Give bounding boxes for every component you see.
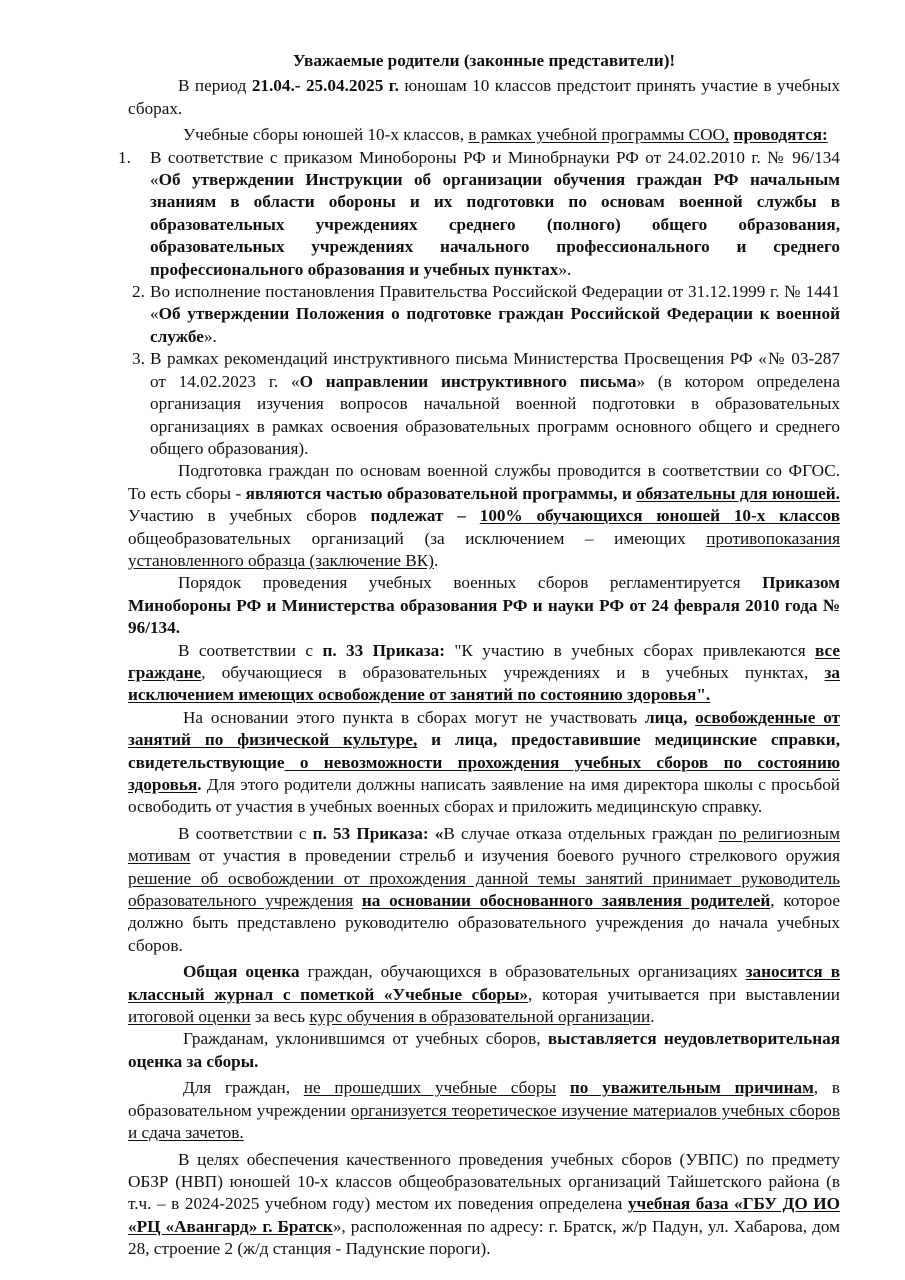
paragraph-location xyxy=(128,1149,840,1261)
text: Гражданам, уклонившимся от учебных сборов, xyxy=(183,1029,548,1049)
text: Во исполнение постановления Правительства Российской Федерации от 31.12.1999 г. № 1441 « xyxy=(150,282,840,324)
underlined-text: по уважительным причинам xyxy=(569,1078,814,1098)
text: граждан, обучающихся в образовательных организациях xyxy=(299,962,746,982)
text: » (в котором определена организация изучения вопросов начальной военной подготовки в образовательных организациях в рамках освоения образовательных программ основного общего и среднего общего образования). xyxy=(150,371,840,458)
underlined-text: освобожденные от занятий по физической культуре, xyxy=(128,707,841,750)
legal-basis-list xyxy=(118,147,840,461)
text: В соответствии с xyxy=(178,640,323,660)
bold-text: являются частью образовательной программы, и xyxy=(245,483,637,503)
underlined-text: не прошедших учебные сборы xyxy=(303,1078,557,1098)
underlined-text: на основании обоснованного заявления родителей xyxy=(361,891,771,911)
text xyxy=(353,891,362,910)
list-item xyxy=(118,147,840,281)
text: В период xyxy=(178,76,252,96)
text: ». xyxy=(203,326,217,346)
bold-text: лица, xyxy=(644,707,696,727)
underlined-text: о невозможности прохождения учебных сборов по состоянию здоровья xyxy=(128,752,840,794)
underlined-text: в рамках учебной программы СОО, xyxy=(468,125,730,145)
paragraph-fgos xyxy=(128,460,840,572)
text: На основании этого пункта в сборах могут не участвовать xyxy=(183,707,645,727)
paragraph-valid-reasons xyxy=(128,1077,840,1144)
bold-text: п. 53 Приказа: « xyxy=(312,823,444,843)
date-range: 21.04.- 25.04.2025 г. xyxy=(251,76,399,96)
text: , которая учитывается при выставлении xyxy=(528,984,840,1004)
bold-text: и лица, предоставившие медицинские справки, свидетельствующие xyxy=(128,730,840,772)
text: В случае отказа отдельных граждан xyxy=(443,823,719,843)
bold-text: Об утверждении Инструкции об организации обучения граждан РФ начальным знаниям в области обороны и их подготовки по основам военной службы в образовательных учреждениях среднего (полного) общего образования, образовательных учреждениях начального профессионального и среднего профессионального образования и учебных пунктах xyxy=(150,170,840,279)
text: В соответствие с приказом Минобороны РФ и Минобрнауки РФ от 24.02.2010 г. № 96/134 « xyxy=(150,147,840,190)
text: ». xyxy=(558,259,572,279)
paragraph-grade xyxy=(128,961,840,1028)
text: юношам 10 классов предстоит принять участие в учебных сборах. xyxy=(128,76,840,118)
text: Порядок проведения учебных военных сборов регламентируется xyxy=(178,573,763,593)
list-number: 3. xyxy=(132,349,145,369)
text: общеобразовательных организаций (за исключением – имеющих xyxy=(128,528,707,548)
bold-text: Об утверждении Положения о подготовке граждан Российской Федерации к военной службе xyxy=(150,304,840,346)
underlined-text: заносится в классный журнал с пометкой «Учебные сборы» xyxy=(128,962,840,1004)
list-number: 1. xyxy=(118,147,131,167)
bold-underlined-text xyxy=(362,891,770,910)
bold-text: п. 33 Приказа: xyxy=(322,640,445,660)
document-page xyxy=(118,50,841,1261)
text: за весь xyxy=(250,1007,310,1027)
bold-underlined-text xyxy=(570,1078,814,1097)
text: Для этого родители должны написать заявление на имя директора школы с просьбой освободить от участия в учебных военных сборах и приложить медицинскую справку. xyxy=(128,775,840,817)
page-title: Уважаемые родители (законные представители)! xyxy=(292,51,676,70)
text: Учебные сборы юношей 10-х классов, xyxy=(183,125,469,145)
text: , которое должно быть представлено руководителю образовательного учреждения до начала учебных сборов. xyxy=(128,891,841,955)
underlined-text: обязательны для юношей. xyxy=(636,483,840,503)
underlined-text: итоговой оценки xyxy=(128,1007,251,1027)
underlined-text: решение об освобождении от прохождения данной темы занятий принимает руководитель образовательного учреждения xyxy=(128,868,840,911)
text xyxy=(556,1078,570,1097)
underlined-text: по религиозным мотивам xyxy=(128,823,840,866)
list-number: 2. xyxy=(132,282,145,302)
text: , в образовательном учреждении xyxy=(128,1078,840,1120)
text: Для граждан, xyxy=(183,1078,304,1098)
paragraph-evasion xyxy=(128,1028,840,1073)
bold-text: О направлении инструктивного письма xyxy=(299,371,637,391)
bold-underlined-text xyxy=(480,506,840,525)
text: "К участию в учебных сборах привлекаются xyxy=(444,640,816,660)
underlined-text: проводятся: xyxy=(733,125,828,145)
paragraph-exemptions xyxy=(128,707,840,819)
underlined-text: курс обучения в образовательной организации xyxy=(309,1007,651,1027)
text: В рамках рекомендаций инструктивного письма Министерства Просвещения РФ «№ 03-287 от 14.02.2023 г. « xyxy=(150,349,840,391)
text: В соответствии с xyxy=(178,823,313,843)
bold-underlined-text xyxy=(734,125,828,144)
text: . xyxy=(433,550,439,570)
bold-text: выставляется неудовлетворительная оценка за сборы. xyxy=(128,1029,840,1071)
paragraph-period xyxy=(128,75,840,120)
bold-text: Общая оценка xyxy=(183,962,300,982)
bold-underlined-text xyxy=(636,484,840,503)
underlined-text: учебная база «ГБУ ДО ИО «РЦ «Авангард» г. Братск xyxy=(128,1194,840,1236)
bold-text: Приказом Минобороны РФ и Министерства образования РФ и науки РФ от 24 февраля 2010 года № 96/134. xyxy=(128,573,840,638)
paragraph-order xyxy=(128,572,840,639)
paragraph-item-33 xyxy=(128,640,840,707)
text: В целях обеспечения качественного проведения учебных сборов (УВПС) по предмету ОБЗР (НВП) юношей 10-х классов общеобразовательных организаций Тайшетского района (в т.ч. – в 2024-2025 учебном году) местом их поведения определена xyxy=(128,1149,840,1214)
bold-text: подлежат – xyxy=(370,506,480,526)
text: от участия в проведении стрельб и изучения боевого ручного стрелкового оружия xyxy=(190,846,840,866)
paragraph-program xyxy=(128,124,840,146)
underlined-text: за исключением имеющих освобождение от занятий по состоянию здоровья". xyxy=(128,662,840,705)
text: Участию в учебных сборов xyxy=(128,506,371,526)
text: Подготовка граждан по основам военной службы проводится в соответствии со ФГОС. То есть сборы - xyxy=(128,461,840,503)
text: , обучающиеся в образовательных учреждениях и в учебных пунктах, xyxy=(201,662,825,682)
underlined-text: 100% обучающихся юношей 10-х классов xyxy=(479,506,840,526)
list-item xyxy=(128,348,840,460)
bold-text: . xyxy=(197,775,202,794)
text: », расположенная по адресу: г. Братск, ж/р Падун, ул. Хабарова, дом 28, строение 2 (ж/д станция - Падунские пороги). xyxy=(128,1216,840,1259)
paragraph-item-53 xyxy=(128,823,840,957)
list-item xyxy=(128,281,840,348)
text: . xyxy=(650,1007,655,1027)
underlined-text: организуется теоретическое изучение материалов учебных сборов и сдача зачетов. xyxy=(128,1100,840,1143)
underlined-text: противопоказания установленного образца (заключение ВК) xyxy=(128,528,840,570)
underlined-text: все граждане xyxy=(128,640,840,682)
